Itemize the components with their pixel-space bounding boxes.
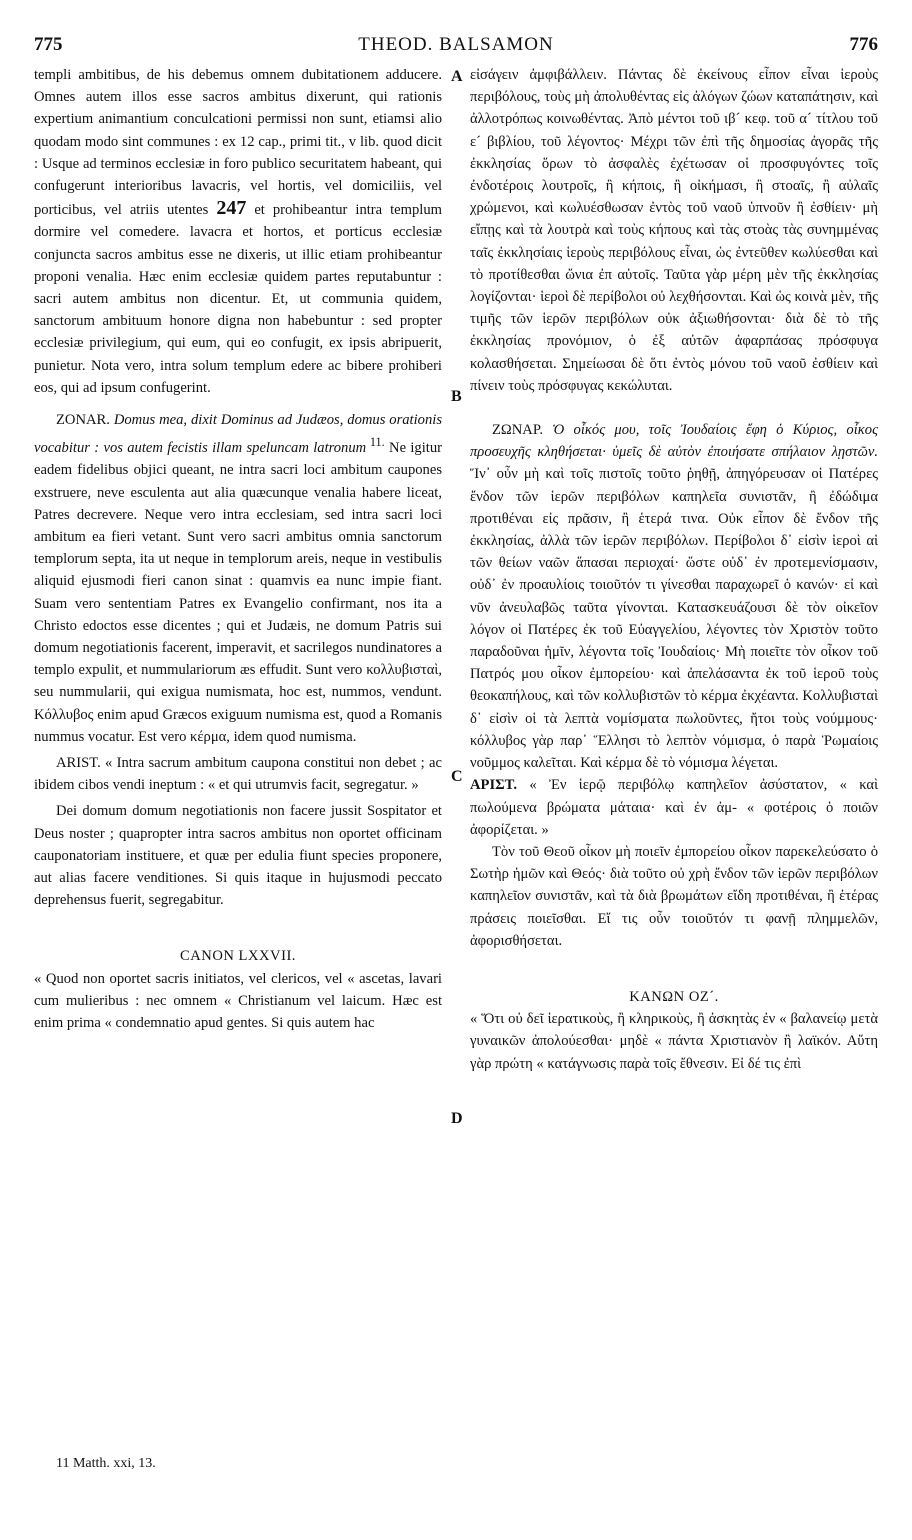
margin-letter-b: B (451, 388, 462, 405)
latin-aristenus-commentary: ARIST. « Intra sacrum ambitum caupona constitui non debet ; ac ibidem cibos vendi ineptum : « et qui utrumvis facit, segregatur. » (34, 754, 442, 794)
page-header (30, 34, 882, 58)
greek-aristenus-commentary: ΑΡΙΣΤ. « Ἐν ἱερῷ περιβόλῳ καπηλεῖον ἀσύστατον, « καὶ πωλούμενα βρώματα μάταια· καὶ ἐν ἀμ- « φοτέροις ὁ ποιῶν ἀφορίζεται. » (470, 777, 878, 838)
page-number-left: 775 (34, 34, 63, 55)
latin-canon-text: « Quod non oportet sacris initiatos, vel clericos, vel « ascetas, lavari cum mulieribus : nec omnem « Christianum vel laicum. Hæc est enim prima « condemnatio apud gentes. Si quis autem hac (34, 970, 442, 1031)
greek-zonaras-commentary: ΖΩΝΑΡ. Ὁ οἶκός μου, τοῖς Ἰουδαίοις ἔφη ὁ Κύριος, οἶκος προσευχῆς κληθήσεται· ὑμεῖς δὲ αὐτὸν ἐποιήσατε σπήλαιον λῃστῶν. Ἵν᾿ οὖν μὴ καὶ τοῖς πιστοῖς τοῦτο ῥηθῇ, ἀπηγόρευσαν οἱ Πατέρες ἔνδον τῶν ἱερῶν περιβόλων καπηλεῖα συνιστᾶν, ἢ ἐδώδιμα προτιθέναι εἰς πρᾶσιν, ἢ ἑτερά τινα. Οὐκ εἶπον δὲ ἔνδον τῆς ἐκκλησίας, ἀλλὰ τῶν ἱερῶν περιβόλων. Περίβολοι δ᾿ εἰσὶν ἱεροὶ αἱ τῶν θείων ναῶν ἅπασαι περιοχαί· ὥστε οὐδ᾿ ἐν προτεμενίσμασιν, οὐδ᾿ ἐν προαυλίοις τοιοῦτόν τι γίνεσθαι παραχωρεῖ ὁ κανών· εἰ καὶ νῦν ἀνευλαβῶς ταῦτα γίνονται. Κατασκευάζουσι δὲ τὸν οἰκεῖον λόγον οἱ Πατέρες ἐκ τοῦ Εὐαγγελίου, λέγοντες τὸν Χριστὸν τοῦτο παραδοῦναι ἡμῖν, λέγοντα τοῖς Ἰουδαίοις· Μὴ ποιεῖτε τὸν οἶκον τοῦ Πατρός μου οἶκον ἐμπορείου· καὶ ἀπελάσαντα ἐκ τοῦ ἱεροῦ τοὺς θεοκαπήλους, καὶ τῶν κολλυβιστῶν τὸ κέρμα ἐκχέαντα. Κολλυβισταὶ δ᾿ εἰσὶν οἱ τὰ λεπτὰ νομίσματα πωλοῦντες, ἤτοι τοὺς νούμμους· κόλλυβος γὰρ παρ᾿ Ἕλλησι τὸ λεπτὸν νόμισμα, ὁ παρὰ Ῥωμαίοις νοῦμμος καλεῖται. Καὶ κέρμα δὲ τὸ νόμισμα λέγεται. (470, 422, 878, 772)
greek-paragraph-1: εἰσάγειν ἀμφιβάλλειν. Πάντας δὲ ἐκείνους εἶπον εἶναι ἱεροὺς περιβόλους, τοὺς μὴ ἀπολυθέντας εἰς ἀλόγων ζώων καταπάτησιν, καὶ ἀλλοτρόπως κοινωθέντας. Ἀπὸ μέντοι τοῦ ιβ´ κεφ. τοῦ α´ τίτλου τοῦ ε´ βιβλίου, τοῦ λέγοντος· Μέχρι τῶν ἐπὶ τῆς δημοσίας ἀγορᾶς τῆς ἐκκλησίας ὅρων τὸ ἀσφαλὲς ἐχέτωσαν οἱ προσφυγόντες τοῖς ἐνδοτέροις λουτροῖς, ἢ κήποις, ἢ οἰκήμασι, ἢ στοαῖς, ἢ αὐλαῖς χρώμενοι, καὶ κωλυέσθωσαν ἐντὸς τοῦ ναοῦ ὑπνοῦν ἢ ἐσθίειν· μὴ εἴπῃς καὶ τὰ λουτρὰ καὶ τοὺς κήπους καὶ τὰς στοὰς τὰς συνημμένας ταῖς ἐκκλησίαις ἱεροὺς περιβόλους εἶναι, ὡς ἐντεῦθεν κωλύεσθαι καὶ τὸ προτίθεσθαι ὤνια ἐπ αὐτοῖς. Ταῦτα γὰρ μέρη μὲν τῆς ἐκκλησίας λογίζονται· ἱεροὶ δὲ περίβολοι οὐ λεχθήσονται. Καὶ ὡς κοινὰ μὲν, τῆς τιμῆς τῶν ἱερῶν περιβόλων οὐκ ἀξιωθήσονται· διὰ δὲ τὸ τῆς ἐκκλησίας προνόμιον, ὁ ἐξ αὐτῶν ἀφαρπάσας πρόσφυγα κολασθήσεται. Σημείωσαι δὲ ὅτι ἐντὸς μόνου τοῦ ναοῦ ἐσθίειν καὶ πίνειν τοὺς πρόσφυγας κεκώλυται. (470, 67, 878, 394)
column-number: 247 (216, 197, 247, 220)
footnote: 11 Matth. xxi, 13. (56, 1456, 156, 1471)
greek-column (470, 64, 878, 1075)
running-title: THEOD. BALSAMON (358, 34, 554, 55)
page-number-right: 776 (849, 34, 878, 55)
margin-letter-d: D (451, 1110, 463, 1127)
greek-canon-text: « Ὅτι οὐ δεῖ ἱερατικοὺς, ἢ κληρικοὺς, ἢ ἀσκητὰς ἐν « βαλανείῳ μετὰ γυναικῶν ἀπολούεσθαι· μηδὲ « πάντα Χριστιανὸν ἢ λαϊκόν. Αὕτη γὰρ πρώτη « κατάγνωσις παρὰ τοῖς ἔθνεσιν. Εἰ δέ τις ἐπὶ (470, 1011, 878, 1072)
greek-canon-heading: ΚΑΝΩΝ ΟΖ´. (629, 988, 719, 1005)
latin-zonaras-commentary: ZONAR. Domus mea, dixit Dominus ad Judæos, domus orationis vocabitur : vos autem fecistis illam speluncam latronum $^{11.}$ Ne igitur eadem fidelibus objici queant, ne intra sacri loci ambitum caupones exstruere, neve esculenta aut alia quæcunque venalia habere liceat, Patres decrevere. Neque vero intra ecclesiam, sed intra sacri loci ambitum ea fieri vetant. Sunt vero sacri ambitus omnia sanctorum templorum septa, ita ut neque in templorum areis, neque in vestibulis aliquid ejusmodi fieri canon sinat : quamvis ea nunc impie fiant. Suam vero sententiam Patres ex Evangelio confirmant, nos ita a Christo edoctos esse dicentes ; qui et Judæis, ne domum Patris sui domum negotiationis facerent, imperavit, et sacrilegos nundinatores a templo expulit, et nummulariorum æs effudit. Sunt vero κολλυβισταὶ, seu nummularii, qui exigua numismata, hoc est, nummos, vendunt. Κόλλυβος enim apud Græcos exiguum numisma est, quod a Romanis nummus vocatur. Est vero κέρμα, idem quod numisma. (34, 412, 442, 745)
margin-letter-c: C (451, 768, 463, 785)
margin-letter-a: A (451, 68, 463, 85)
latin-canon-heading: CANON LXXVII. (180, 948, 296, 965)
latin-paragraph-1: templi ambitibus, de his debemus omnem dubitationem adducere. Omnes autem illos esse sacros ambitus dixerunt, qui rationis expertium animantium conculcationi permissi non sunt, etiamsi alio quodam modo sint communes : ex 12 cap., primi tit., v lib. quod dicit : Usque ad terminos ecclesiæ in foro publico securitatem habeant, qui confugerunt interioribus lavacris, vel hortis, vel domiciliis, vel porticibus, vel atriis utentes 247 et prohibeantur intra templum dormire vel comedere. lavacra et hortos, et porticus ecclesiæ conjuncta sacros ambitus esse ne dixeris, ut illic etiam prohibeantur proponi venalia. Hæc enim ecclesiæ quidem partes reputabuntur : sacri autem ambitus non dicentur. Et, ut communia quidem, sanctorum ambituum honore digna non habebuntur : sed propter ecclesiæ privilegium, qui eum, qui eo confugit, ex ipsis abripuerit, punietur. Nota vero, intra solum templum edere ac bibere prohiberi eos, qui ad ipsum confugerint. (34, 67, 443, 396)
greek-paragraph-4: Τὸν τοῦ Θεοῦ οἶκον μὴ ποιεῖν ἐμπορείου οἶκον παρεκελεύσατο ὁ Σωτὴρ ἡμῶν καὶ Θεός· διὰ τοῦτο οὐ χρὴ ἔνδον τῶν ἱερῶν περιβόλων καπηλεῖον συνιστᾶν, καὶ τὰ διὰ βρωμάτων εἴδη προτιθέναι, ἢ ἑτέρας πράσεις ποιεῖσθαι. Εἴ τις οὖν τοιοῦτόν τι φανῇ πλημμελῶν, ἀφορισθήσεται. (470, 843, 878, 949)
latin-column (34, 64, 442, 1034)
latin-paragraph-4: Dei domum domum negotiationis non facere jussit Sospitator et Deus noster ; quapropter intra sacros ambitus non oportet officinam cauponatoriam instituere, et quæ per edulia fiunt species proponere, aut alias facere venditiones. Si quis itaque in hujusmodi peccato deprehensus fuerit, segregabitur. (34, 803, 442, 909)
